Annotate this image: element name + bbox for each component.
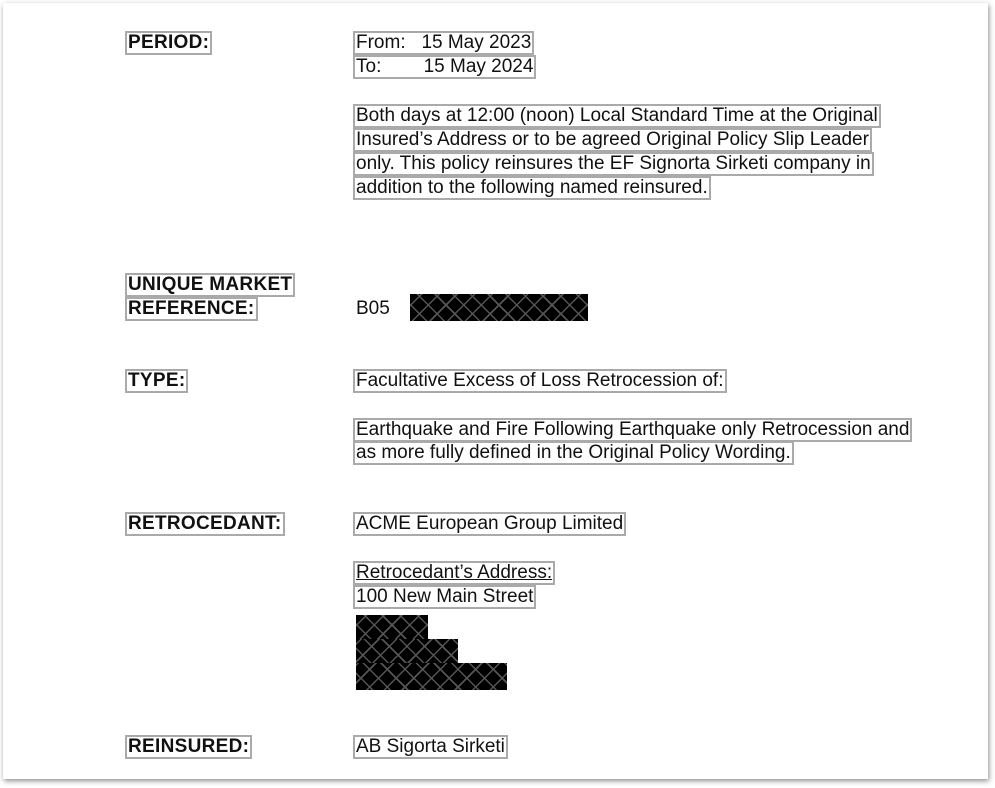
- retrocedant-label: RETROCEDANT:: [128, 513, 282, 534]
- type-desc-line-2: as more fully defined in the Original Policy Wording.: [356, 442, 791, 463]
- period-to: To: 15 May 2024: [356, 56, 534, 77]
- period-note-line-1: Both days at 12:00 (noon) Local Standard Time at the Original: [356, 105, 878, 126]
- retrocedant-name: ACME European Group Limited: [356, 513, 624, 534]
- type-line-1: Facultative Excess of Loss Retrocession of:: [356, 370, 724, 391]
- address-redaction-1: [356, 615, 428, 641]
- umr-redaction: [410, 294, 588, 321]
- period-note-line-3: only. This policy reinsures the EF Signorta Sirketi company in: [356, 153, 871, 174]
- type-desc-line-1: Earthquake and Fire Following Earthquake only Retrocession and: [356, 419, 910, 440]
- type-label: TYPE:: [128, 370, 186, 391]
- period-label: PERIOD:: [128, 32, 210, 53]
- reinsured-label: REINSURED:: [128, 736, 250, 757]
- period-from: From: 15 May 2023: [356, 32, 532, 53]
- address-redaction-3: [356, 663, 507, 690]
- period-note-line-4: addition to the following named reinsured.: [356, 177, 708, 198]
- retrocedant-address-line-1: 100 New Main Street: [356, 586, 534, 607]
- retrocedant-address-heading: Retrocedant’s Address:: [356, 562, 553, 583]
- umr-value-prefix: B05: [356, 298, 390, 319]
- period-note-line-2: Insured’s Address or to be agreed Original Policy Slip Leader: [356, 129, 869, 150]
- umr-label-line-2: REFERENCE:: [128, 298, 255, 319]
- reinsured-name: AB Sigorta Sirketi: [356, 736, 505, 757]
- umr-label-line-1: UNIQUE MARKET: [128, 274, 293, 295]
- address-redaction-2: [356, 639, 458, 665]
